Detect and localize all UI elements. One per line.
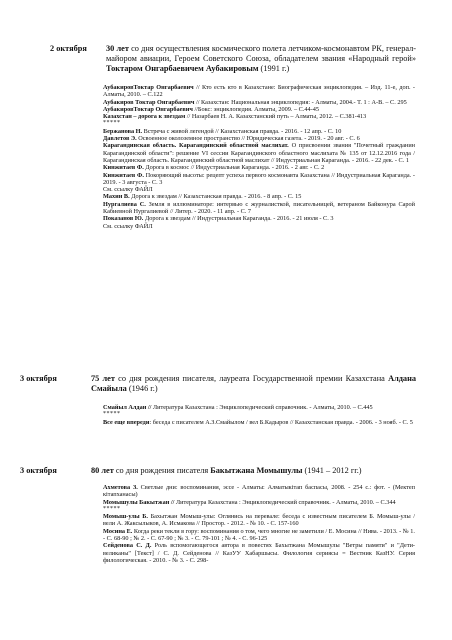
reference-text: // Назарбаев Н. А. Казахстанский путь – Алматы, 2012. – С.381-413 <box>185 113 367 121</box>
reference-entry <box>103 113 415 120</box>
entry-description: со дня осуществления космического полета летчиком-космонавтом РК, генерал-майором авиации, Героем Советского Союза, обладателем звания «Народный герой» <box>106 44 416 64</box>
person-name: Токтаром Онгарбаевичем Аубакировым <box>106 64 259 74</box>
reference-author: Все еще впереди <box>103 418 150 426</box>
reference-entry <box>103 499 415 506</box>
entry-years: (1941 – 2012 гг.) <box>302 466 362 475</box>
reference-entry <box>103 172 415 187</box>
reference-text: // Кто есть кто в Казахстане: Биографическая энциклопедия. – Изд. 11-е, доп. - Алматы, 2010. – С.122 <box>103 84 415 99</box>
reference-entry <box>103 513 415 528</box>
anniversary-years: 30 лет <box>106 44 129 53</box>
reference-author: Бержанова Н. <box>103 127 143 135</box>
reference-text: Литература Казахстана : Энциклопедический справочник. - Алматы, 2010. – С.445 <box>151 404 373 411</box>
reference-text: Освоенное околоземное пространство // Юридическая газета. - 2019. - 20 авг. - С. 6 <box>136 135 360 143</box>
anniversary-years: 75 лет <box>91 374 115 383</box>
stars-divider: ***** <box>103 411 121 418</box>
reference-author: Ахметова З. <box>103 484 138 491</box>
person-name: Бакытжана Момышулы <box>210 466 303 475</box>
reference-entry <box>103 404 415 411</box>
reference-entry <box>103 201 415 216</box>
reference-text: См. ссылку ФАЙЛ <box>103 186 153 194</box>
reference-entry <box>103 484 415 499</box>
reference-author: Карагандинская область. Карагандинский областной маслихат. <box>103 142 289 150</box>
reference-author: Давлетов Э. <box>103 135 137 143</box>
entry-title <box>91 466 416 476</box>
reference-author: Мосина Е. <box>103 527 133 535</box>
reference-text: См. ссылку ФАЙЛ <box>103 222 153 230</box>
references-aubakirov <box>103 84 415 230</box>
reference-author: Аубакиров Токтар Онгарбаевич <box>103 98 195 106</box>
person-name: Алдана Смайыла <box>91 374 416 394</box>
reference-text: Дорога в космос // Индустриальная Караганда. - 2016. - 2 авг. - С. 2 <box>143 164 325 172</box>
reference-entry <box>103 99 415 106</box>
reference-entry <box>103 84 415 99</box>
entry-years: (1946 г.) <box>126 384 158 394</box>
reference-text: : беседа с писателем А.З.Смайылом / вел Б.Кадыров // Казахстанская правда. - 2006. - 3 нояб. - С. 5 <box>149 418 413 426</box>
reference-author: Кинжитаев Ф. <box>103 164 144 172</box>
entry-description: со дня рождения писателя <box>113 466 211 475</box>
reference-author: Смайыл Алдан // <box>103 404 152 411</box>
entry-date: 3 октября <box>20 374 57 383</box>
reference-text: Литература Казахстана : Энциклопедический справочник. - Алматы, 2010. – С.344 <box>174 498 396 506</box>
reference-text: Покоряющий высоты: рецепт успеха первого космонавта Казахстана // Индустриальная Караганда. - 2019. - 3 августа - С. 3 <box>103 171 415 186</box>
reference-text: Дорога к звездам // Казахстанская правда. - 2016. - 8 апр. - С. 15 <box>129 193 302 201</box>
references-smaiyl <box>103 404 415 426</box>
entry-description: со дня рождения писателя, лауреата Государственной премии Казахстана <box>114 374 389 383</box>
entry-title <box>91 374 416 394</box>
reference-author: Сейденова С. Д. <box>103 542 152 550</box>
reference-entry <box>103 215 415 222</box>
stars-divider: ***** <box>103 505 121 512</box>
entry-years: (1991 г.) <box>258 64 290 74</box>
entry-date: 2 октября <box>50 44 87 53</box>
reference-entry <box>103 528 415 543</box>
reference-author: Показанов Ю. <box>103 215 144 223</box>
reference-author: Нургалиева С. <box>103 200 146 208</box>
reference-entry <box>103 223 415 230</box>
stars-divider: ***** <box>103 120 121 127</box>
reference-entry <box>103 106 415 113</box>
reference-entry <box>103 193 415 200</box>
reference-author: Момыш-улы Б. <box>103 513 148 521</box>
reference-entry <box>103 142 415 164</box>
reference-text: Светлые дни: воспоминания, эссе - Алматы: Алматыкітап баспасы, 2008. - 254 с.: фот. - (Мектеп кітапханасы) <box>103 484 415 499</box>
reference-entry <box>103 542 415 564</box>
anniversary-years: 80 лет <box>91 466 114 475</box>
reference-text: Встреча с живой легендой // Казахстанская правда. - 2016. - 12 апр. - С. 10 <box>142 127 342 135</box>
reference-text: Бахытжан Момыш-улы: Оглянись на перевале: беседа с известным писателем Б. Момыш-улы / вели А. Жаксылыков, А. Исмакова // Простор. - 2012. - № 10. - С. 157-160 <box>103 513 415 528</box>
reference-entry <box>103 419 415 426</box>
reference-entry <box>103 135 415 142</box>
reference-author: АубакировТоктар Онгарбаевич <box>103 105 193 113</box>
entry-title <box>106 44 416 75</box>
entry-date: 3 октября <box>20 466 57 475</box>
reference-text: Земля в иллюминаторе: интервью с журналисткой, писательницей, ветераном Байконура Сарой Кабиевной Нургалиевой // Литер. - 2020. - 11 апр. - С. 7 <box>103 200 415 216</box>
reference-author: Махин В. <box>103 193 130 201</box>
reference-author: Момышулы Бакытжан // <box>103 498 175 506</box>
reference-author: Кинжитаев Ф. <box>103 171 144 179</box>
reference-author: АубакировТоктар Онгарбаевич <box>103 84 194 91</box>
reference-entry <box>103 186 415 193</box>
reference-text: Дорога к звездам // Индустриальная Караганда. - 2016. - 21 июля - С. 3 <box>143 215 334 223</box>
reference-author: Казахстан – дорога к звездам <box>103 113 186 121</box>
reference-text: О присвоении звания "Почетный гражданин Карагандинской области": решение VI сессии Карагандинского областного маслихата № 135 от 12.12.2016 года / Карагандинская область. Карагандинский областной маслихат // Индустриальная Караганда. - 2016. - 22 дек. - С. 1 <box>103 142 416 164</box>
references-momyshuly <box>103 484 415 564</box>
reference-text: Роль вспомогающегося автора в повестях Бахытжана Момышулы "Ветры памяти" и "Дети-великаны" [Текст] / С. Д. Сейденова // КазУУ Хабаршысы. Филология сериясы = Вестник КазНУ. Серия филологическая. - 2010. - № 3. - С. 298- <box>103 542 415 564</box>
reference-text: Когда реки текли в гору: воспоминания о том, чего многие не заметили / Е. Мосина // Нива. - 2013. - № 1. - С. 68-90 ; № 2. - С. 67-90 ; № 3. - С. 79-101 ; № 4. - С. 96-125 <box>103 527 415 543</box>
reference-text: //Бокс: энциклопедия. Алматы, 2009. – С.44-45 <box>192 105 319 113</box>
reference-entry <box>103 128 415 135</box>
reference-text: // Казахстан: Национальная энциклопедия: - Алматы, 2004.- Т. 1 : А-В. – С. 295 <box>194 98 407 106</box>
reference-entry <box>103 164 415 171</box>
